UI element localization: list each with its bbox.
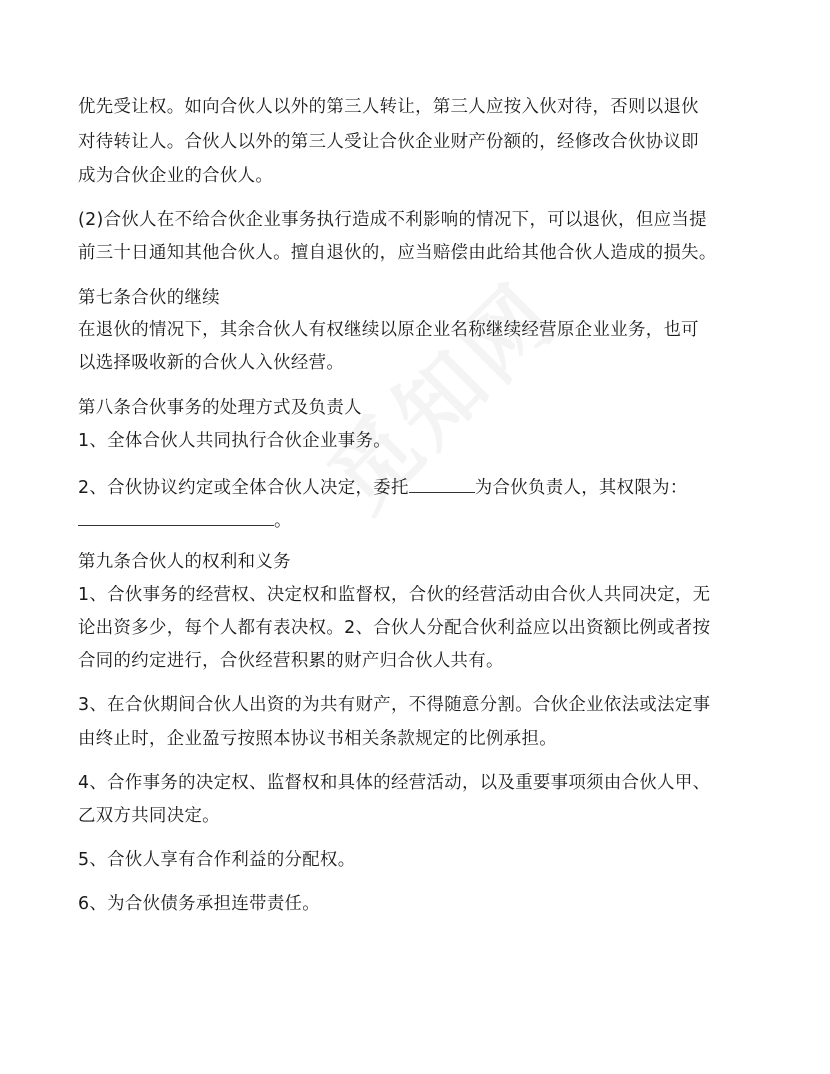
paragraph-line: 6、为合伙债务承担连带责任。 [78, 894, 321, 914]
paragraph-line: 1、全体合伙人共同执行合伙企业事务。 [78, 431, 392, 451]
paragraph-line: 论出资多少，每个人都有表决权。2、合伙人分配合伙利益应以出资额比例或者按 [78, 618, 711, 638]
blank-line [409, 475, 475, 493]
section-heading: 第九条合伙人的权利和义务 [78, 552, 291, 572]
authority-text: 为合伙负责人，其权限为： [474, 478, 688, 498]
paragraph-line: 成为合伙企业的合伙人。 [78, 166, 274, 186]
paragraph-line: 由终止时，企业盈亏按照本协议书相关条款规定的比例承担。 [78, 729, 557, 749]
section-heading: 第八条合伙事务的处理方式及负责人 [78, 398, 362, 418]
blank-line [78, 508, 274, 526]
paragraph-line: 在退伙的情况下，其余合伙人有权继续以原企业名称继续经营原企业业务，也可 [78, 320, 699, 340]
paragraph-line [78, 508, 292, 532]
paragraph-line: 以选择吸收新的合伙人入伙经营。 [78, 353, 345, 373]
paragraph-line: (2)合伙人在不给合伙企业事务执行造成不利影响的情况下，可以退伙，但应当提 [78, 210, 707, 230]
paragraph-line [78, 475, 688, 499]
delegation-text: 2、合伙协议约定或全体合伙人决定，委托 [78, 478, 409, 498]
paragraph-line: 优先受让权。如向合伙人以外的第三人转让，第三人应按入伙对待，否则以退伙 [78, 97, 699, 117]
paragraph-line: 5、合伙人享有合作利益的分配权。 [78, 850, 356, 870]
section-heading: 第七条合伙的继续 [78, 288, 220, 308]
paragraph-line: 对待转让人。合伙人以外的第三人受让合伙企业财产份额的，经修改合伙协议即 [78, 132, 699, 152]
paragraph-line: 4、合作事务的决定权、监督权和具体的经营活动，以及重要事项须由合伙人甲、 [78, 773, 711, 793]
paragraph-line: 1、合伙事务的经营权、决定权和监督权，合伙的经营活动由合伙人共同决定，无 [78, 585, 711, 605]
paragraph-line: 合同的约定进行，合伙经营积累的财产归合伙人共有。 [78, 651, 504, 671]
paragraph-line: 3、在合伙期间合伙人出资的为共有财产，不得随意分割。合伙企业依法或法定事 [78, 695, 711, 715]
paragraph-line: 前三十日通知其他合伙人。擅自退伙的，应当赔偿由此给其他合伙人造成的损失。 [78, 243, 717, 263]
paragraph-line: 乙双方共同决定。 [78, 806, 220, 826]
period-mark: 。 [274, 511, 292, 531]
